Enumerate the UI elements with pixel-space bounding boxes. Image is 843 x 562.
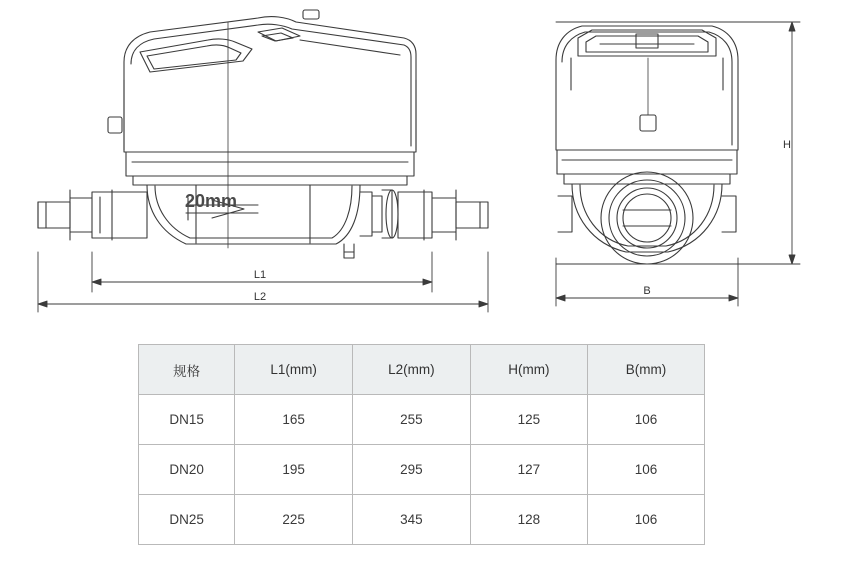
table-row — [139, 395, 705, 445]
front-view-dimensions — [38, 252, 488, 312]
table-row — [139, 495, 705, 545]
table-cell: 225 — [235, 495, 353, 545]
table-cell: 165 — [235, 395, 353, 445]
table-header-cell: L2(mm) — [353, 345, 471, 395]
table-cell: 106 — [587, 445, 704, 495]
table-cell: DN25 — [139, 495, 235, 545]
table-row — [139, 445, 705, 495]
table-header-cell: L1(mm) — [235, 345, 353, 395]
table-cell: 295 — [353, 445, 471, 495]
table-header-row — [139, 345, 705, 395]
dimension-label-l1: L1 — [253, 269, 267, 281]
spec-table — [138, 344, 705, 545]
table-cell: DN15 — [139, 395, 235, 445]
table-cell: 125 — [470, 395, 587, 445]
table-cell: 345 — [353, 495, 471, 545]
table-cell: DN20 — [139, 445, 235, 495]
table-cell: 195 — [235, 445, 353, 495]
table-cell: 106 — [587, 395, 704, 445]
table-cell: 127 — [470, 445, 587, 495]
table-cell: 128 — [470, 495, 587, 545]
dimension-label-b: B — [643, 285, 651, 297]
table-header-cell: B(mm) — [587, 345, 704, 395]
side-view-geometry — [556, 26, 738, 264]
side-view-dimensions — [556, 22, 800, 306]
dimension-label-h: H — [783, 139, 791, 151]
table-header-cell: H(mm) — [470, 345, 587, 395]
table-cell: 106 — [587, 495, 704, 545]
table-header-cell: 规格 — [139, 345, 235, 395]
table-cell: 255 — [353, 395, 471, 445]
dimension-label-l2: L2 — [253, 291, 267, 303]
body-marking-label: 20mm — [185, 191, 238, 211]
front-view-geometry — [38, 10, 488, 258]
spec-table-container — [138, 344, 705, 545]
